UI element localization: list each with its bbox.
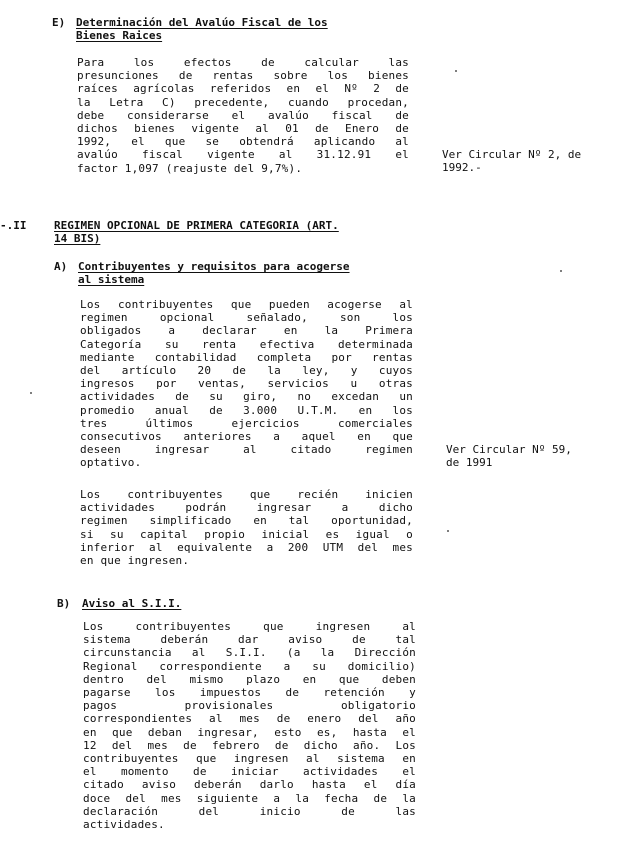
section-b-paragraph-line: en que deban ingresar, esto es, hasta el — [83, 725, 416, 739]
section-a-note-line1: Ver Circular Nº 59, — [446, 443, 572, 456]
section-a-note-line2: de 1991 — [446, 456, 493, 469]
section-e-note-line1: Ver Circular Nº 2, de — [442, 148, 582, 161]
section-a-paragraph-1-line: Categoría su renta efectiva determinada — [80, 337, 413, 351]
section-e-title — [76, 16, 411, 42]
section-e-paragraph-line: factor 1,097 (reajuste del 9,7%). — [77, 161, 303, 175]
section-e-paragraph-line: debe considerarse el avalúo fiscal de — [77, 108, 409, 122]
scan-speck — [447, 530, 449, 532]
section-a-paragraph-1-line: del artículo 20 de la ley, y cuyos — [80, 364, 413, 378]
section-e-paragraph-line: raíces agrícolas referidos en el Nº 2 de — [77, 82, 409, 96]
section-e-paragraph-line: presunciones de rentas sobre los bienes — [77, 69, 409, 83]
scan-speck — [455, 70, 457, 72]
section-a-side-note — [446, 443, 572, 469]
section-b-paragraph-line: Regional correspondiente a su domicilio) — [83, 659, 416, 673]
section-a-paragraph-1-line: obligados a declarar en la Primera — [80, 324, 413, 338]
scan-speck — [30, 392, 32, 394]
section-b-label: B) — [57, 597, 71, 610]
section-ii-title-line2: 14 BIS) — [54, 232, 101, 245]
section-a-label: A) — [54, 260, 68, 273]
section-a-paragraph-1-line: mediante contabilidad completa por rentas — [80, 350, 413, 364]
section-a-paragraph-1-line: actividades de su giro, no excedan un — [80, 390, 413, 404]
section-b-paragraph-line: dentro del mismo plazo en que deben — [83, 672, 416, 686]
section-e-side-note — [442, 148, 581, 174]
section-b-paragraph-line: doce del mes siguiente a la fecha de la — [83, 791, 416, 805]
section-a-paragraph-1-line: promedio anual de 3.000 U.T.M. en los — [80, 403, 413, 417]
section-a-title-line2: al sistema — [78, 273, 145, 286]
scan-speck — [560, 270, 562, 272]
section-b-paragraph-line: actividades. — [83, 818, 165, 832]
section-ii-numeral: II.- — [0, 219, 27, 232]
section-a-paragraph-1-line: deseen ingresar al citado regimen — [80, 443, 413, 457]
section-a-paragraph-2-line: regimen simplificado en tal oportunidad, — [80, 514, 413, 528]
section-a-title-line1: Contribuyentes y requisitos para acogerse — [78, 260, 350, 273]
section-e-paragraph-line: avalúo fiscal vigente al 31.12.91 el — [77, 148, 409, 162]
section-a-paragraph-2 — [80, 488, 413, 567]
section-b-paragraph-line: sistema deberán dar aviso de tal — [83, 633, 416, 647]
section-b-paragraph-line: pagarse los impuestos de retención y — [83, 686, 416, 700]
section-e-paragraph — [77, 56, 409, 175]
section-b-paragraph-line: citado aviso deberán darlo hasta el día — [83, 778, 416, 792]
section-b-paragraph-line: declaración del inicio de las — [83, 804, 416, 818]
section-a-paragraph-2-line: Los contribuyentes que recién inicien — [80, 488, 413, 501]
section-e-paragraph-line: 1992, el que se obtendrá aplicando al — [77, 135, 409, 149]
section-a-paragraph-2-line: inferior al equivalente a 200 UTM del mes — [80, 540, 413, 554]
section-a-paragraph-2-line: si su capital propio inicial es igual o — [80, 527, 413, 541]
section-ii-title — [54, 219, 414, 245]
section-b-paragraph-line: contribuyentes que ingresen al sistema en — [83, 752, 416, 766]
section-a-paragraph-1-line: optativo. — [80, 456, 142, 470]
section-a-paragraph-1-line: Los contribuyentes que pueden acogerse al — [80, 298, 413, 311]
section-a-paragraph-1-line: ingresos por ventas, servicios u otras — [80, 377, 413, 391]
section-b-paragraph-line: Los contribuyentes que ingresen al — [83, 620, 416, 633]
section-e-paragraph-line: la Letra C) precedente, cuando procedan, — [77, 95, 409, 109]
section-a-paragraph-1-line: regimen opcional señalado, son los — [80, 311, 413, 325]
section-e-paragraph-line: Para los efectos de calcular las — [77, 56, 409, 69]
section-b-title: Aviso al S.I.I. — [82, 597, 182, 610]
section-b-paragraph-line: 12 del mes de febrero de dicho año. Los — [83, 738, 416, 752]
section-a-paragraph-2-line: actividades podrán ingresar a dicho — [80, 501, 413, 515]
section-a-paragraph-1 — [80, 298, 413, 470]
section-e-title-line1: Determinación del Avalúo Fiscal de los — [76, 16, 328, 29]
section-e-title-line2: Bienes Raices — [76, 29, 163, 42]
section-a-paragraph-1-line: consecutivos anteriores a aquel en que — [80, 430, 413, 444]
section-b-paragraph — [83, 620, 416, 831]
section-e-paragraph-line: dichos bienes vigente al 01 de Enero de — [77, 122, 409, 136]
section-b-paragraph-line: el momento de iniciar actividades el — [83, 765, 416, 779]
section-b-paragraph-line: pagos provisionales obligatorio — [83, 699, 416, 713]
section-e-label: E) — [52, 16, 66, 29]
section-b-paragraph-line: circunstancia al S.I.I. (a la Dirección — [83, 646, 416, 660]
section-b-paragraph-line: correspondientes al mes de enero del año — [83, 712, 416, 726]
section-a-title — [78, 260, 418, 286]
section-ii-title-line1: REGIMEN OPCIONAL DE PRIMERA CATEGORIA (ART. — [54, 219, 339, 232]
section-a-paragraph-2-line: en que ingresen. — [80, 554, 190, 568]
section-e-note-line2: 1992.- — [442, 161, 482, 174]
section-a-paragraph-1-line: tres últimos ejercicios comerciales — [80, 416, 413, 430]
